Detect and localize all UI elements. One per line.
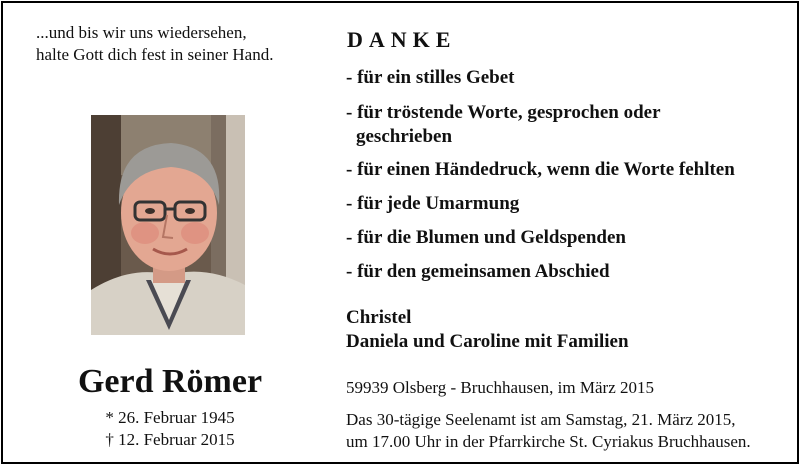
thanks-item-text: - für tröstende Worte, gesprochen oder bbox=[346, 102, 661, 123]
thanks-item bbox=[346, 192, 519, 216]
life-dates bbox=[0, 407, 340, 451]
thanks-item bbox=[346, 226, 626, 250]
deceased-name: Gerd Römer bbox=[77, 363, 263, 400]
place-date: 59939 Olsberg - Bruchhausen, im März 2015 bbox=[346, 378, 654, 397]
thanks-item bbox=[346, 260, 610, 284]
notice-line-2: um 17.00 Uhr in der Pfarrkirche St. Cyriakus Bruchhausen. bbox=[346, 432, 751, 451]
birth-date: * 26. Februar 1945 bbox=[105, 408, 235, 427]
thanks-item-text: - für den gemeinsamen Abschied bbox=[346, 261, 610, 282]
portrait-photo bbox=[91, 115, 245, 335]
thanks-item bbox=[346, 66, 515, 90]
death-date: † 12. Februar 2015 bbox=[105, 430, 235, 449]
family-signature bbox=[346, 306, 629, 354]
thanks-item bbox=[346, 158, 735, 182]
thanks-item-continuation: geschrieben bbox=[356, 126, 453, 147]
quote-line-1: ...und bis wir uns wiedersehen, bbox=[36, 23, 247, 42]
thanks-item-text: - für jede Umarmung bbox=[346, 193, 520, 214]
signature-line-2: Daniela und Caroline mit Familien bbox=[346, 331, 629, 352]
thanks-item-text: - für einen Händedruck, wenn die Worte fehlten bbox=[346, 159, 735, 180]
notice-line-1: Das 30-tägige Seelenamt ist am Samstag, 21. März 2015, bbox=[346, 410, 736, 429]
memorial-service-notice bbox=[346, 409, 751, 453]
thanks-heading: DANKE bbox=[347, 27, 457, 52]
quote-line-2: halte Gott dich fest in seiner Hand. bbox=[36, 45, 274, 64]
thanks-item-text: - für die Blumen und Geldspenden bbox=[346, 227, 626, 248]
signature-line-1: Christel bbox=[346, 307, 412, 328]
thanks-item-text: - für ein stilles Gebet bbox=[346, 67, 515, 88]
memorial-quote bbox=[36, 22, 273, 66]
thanks-item bbox=[346, 101, 661, 149]
